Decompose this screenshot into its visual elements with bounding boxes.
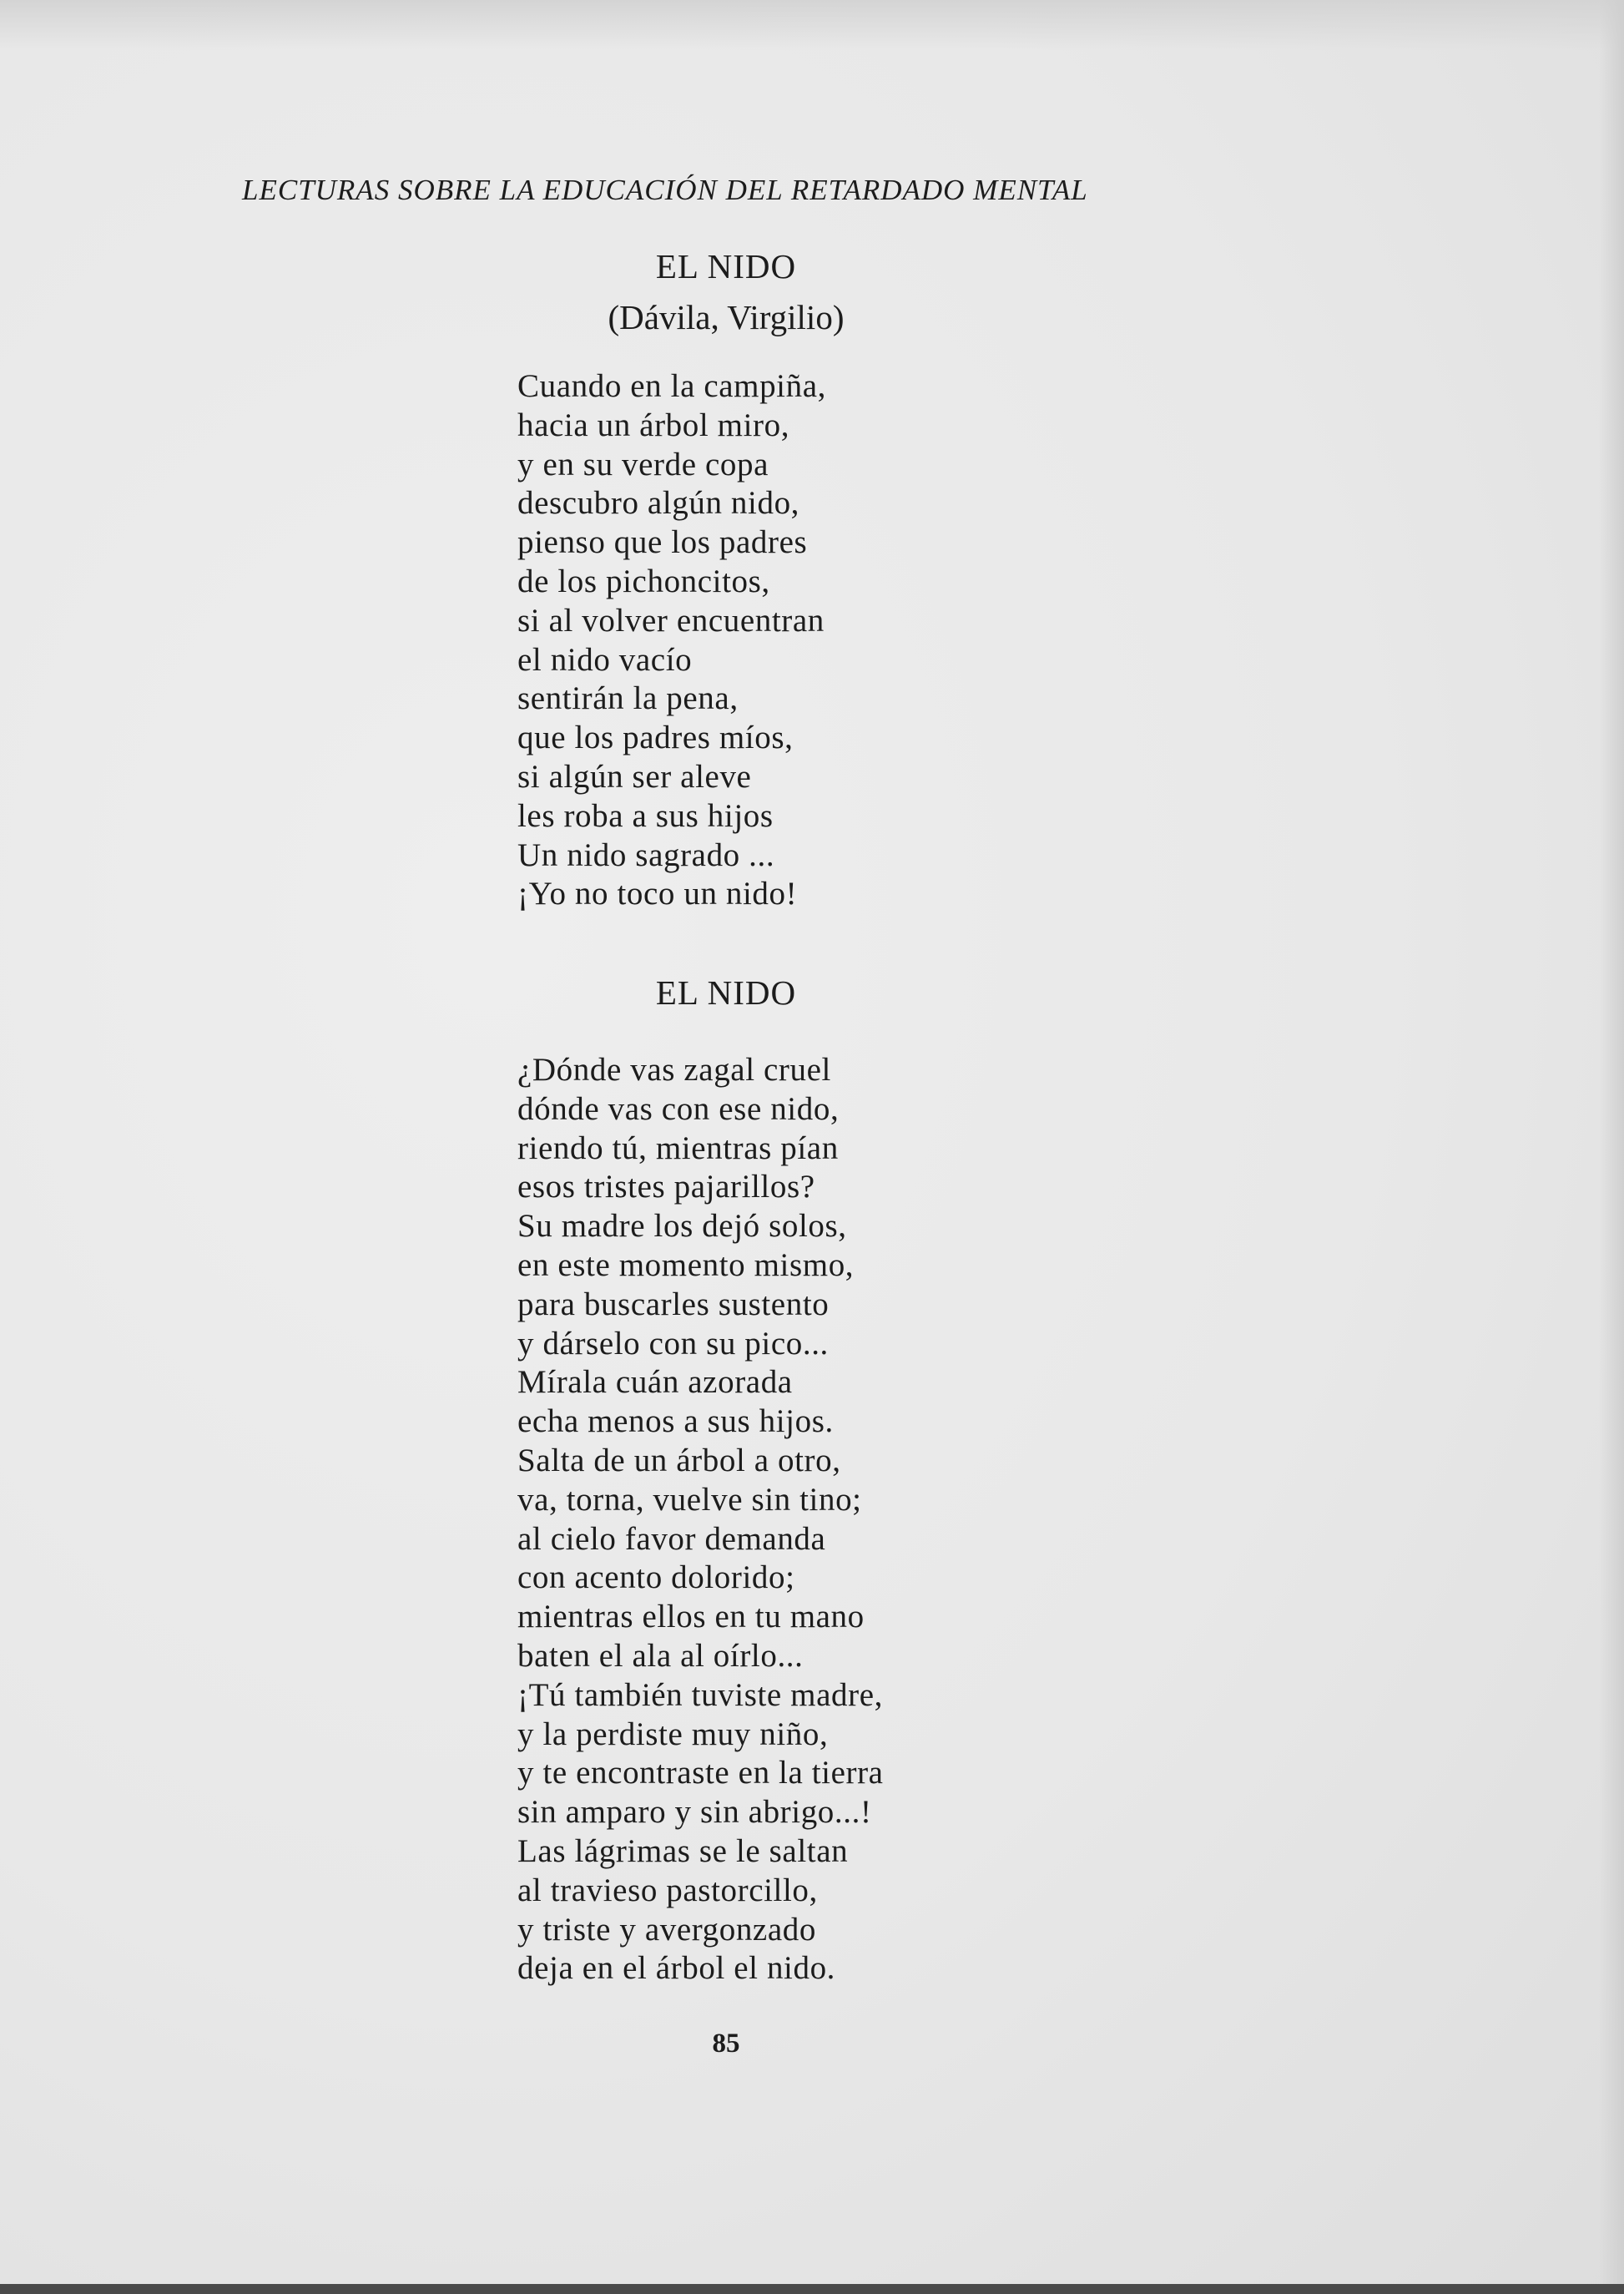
poem-line: al travieso pastorcillo, [517,1872,818,1908]
poem-line: y en su verde copa [517,446,769,483]
poem-line: Cuando en la campiña, [517,368,826,404]
poem-line: Un nido sagrado ... [517,836,775,873]
poem-line: les roba a sus hijos [517,797,774,834]
poem-line: riendo tú, mientras pían [517,1129,839,1166]
poem-line: sentirán la pena, [517,680,739,717]
poem-line: ¡Tú también tuviste madre, [517,1676,883,1713]
poem-line: el nido vacío [517,641,693,678]
page-number: 85 [712,2029,740,2059]
page-edge-bottom [0,2284,1624,2294]
poem-line: en este momento mismo, [517,1246,855,1283]
page-shadow-top [0,0,1624,50]
poem-line: baten el ala al oírlo... [517,1637,804,1674]
poem-line: y dárselo con su pico... [517,1325,829,1362]
poem2-title: EL NIDO [655,973,797,1012]
poem-line: y triste y avergonzado [517,1911,816,1948]
poem-line: para buscarles sustento [517,1286,830,1322]
poem-line: sin amparo y sin abrigo...! [517,1794,872,1831]
poem-line: de los pichoncitos, [517,563,770,599]
poem-line: y la perdiste muy niño, [517,1715,829,1752]
poem-line: va, torna, vuelve sin tino; [517,1481,862,1518]
poem-line: ¿Dónde vas zagal cruel [517,1052,831,1088]
poem1-author: (Dávila, Virgilio) [608,298,845,336]
poem-line: descubro algún nido, [517,485,800,522]
poem-line: Su madre los dejó solos, [517,1208,847,1245]
poem-line: hacia un árbol miro, [517,407,790,443]
running-head: LECTURAS SOBRE LA EDUCACIÓN DEL RETARDADO MENTAL [242,174,1088,206]
poem-line: mientras ellos en tu mano [517,1599,865,1635]
poem1-stanza [517,367,1052,914]
poem-line: pienso que los padres [517,524,808,561]
poem-line: con acento dolorido; [517,1559,795,1596]
page-shadow-right [1599,0,1624,2294]
poem-line: Las lágrimas se le saltan [517,1832,849,1869]
poem-line: dónde vas con ese nido, [517,1090,840,1127]
poem-line: que los padres míos, [517,720,794,756]
poem2-stanza [517,1051,1052,1988]
poem-line: deja en el árbol el nido. [517,1950,836,1987]
poem-line: si algún ser aleve [517,758,752,795]
poem-line: al cielo favor demanda [517,1520,826,1557]
poem-line: Mírala cuán azorada [517,1364,793,1401]
poem-line: echa menos a sus hijos. [517,1403,834,1440]
poem-line: y te encontraste en la tierra [517,1755,884,1791]
poem-line: esos tristes pajarillos? [517,1169,815,1205]
poem-line: Salta de un árbol a otro, [517,1442,841,1478]
poem-line: ¡Yo no toco un nido! [517,876,798,912]
poem1-title: EL NIDO [655,247,797,285]
poem-line: si al volver encuentran [517,602,825,639]
